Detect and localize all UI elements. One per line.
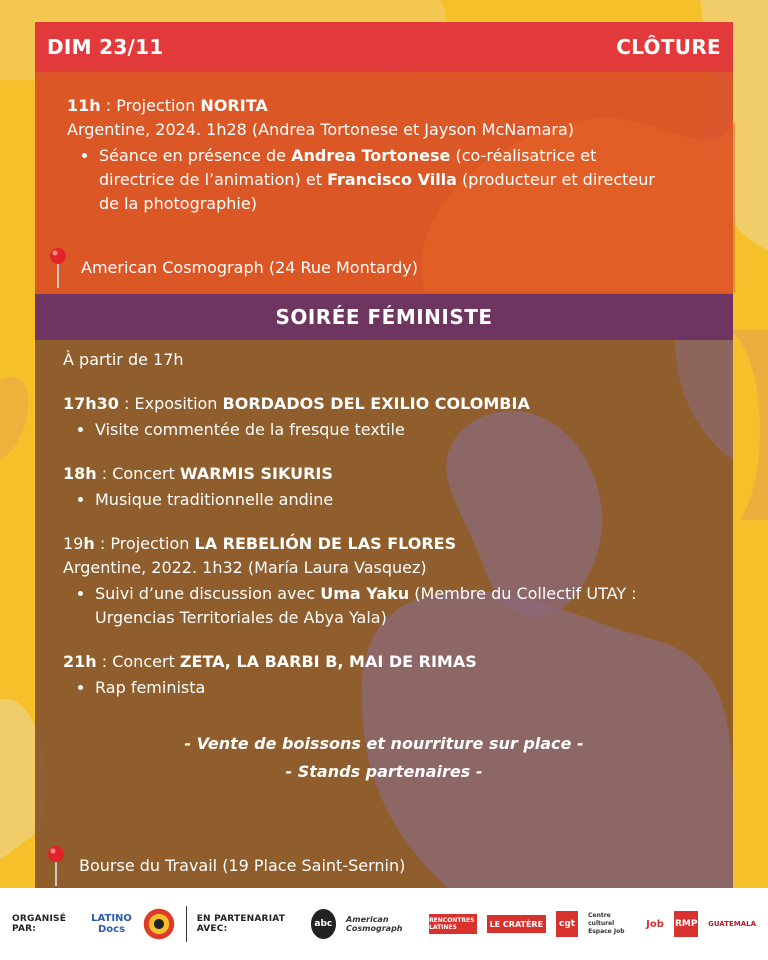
bullet-text: (producteur et directeur de la photographie) xyxy=(99,170,655,213)
closing-section xyxy=(35,72,733,294)
event-bullet: • Visite commentée de la fresque textile xyxy=(95,418,733,442)
event-bullet: • Musique traditionnelle andine xyxy=(95,488,733,512)
event-title: LA REBELIÓN DE LAS FLORES xyxy=(194,534,457,553)
bullet-text: (co-réalisatrice et directrice de l’animation) et xyxy=(99,146,597,189)
event-time-hour: 19 xyxy=(63,534,84,553)
partners-footer xyxy=(0,888,768,960)
bullet-text: Suivi d’une discussion avec xyxy=(95,584,321,603)
rmp-logo: RMP xyxy=(674,911,698,937)
location-row xyxy=(45,844,405,888)
event-bullet xyxy=(95,582,685,630)
org-seal-logo xyxy=(142,904,176,944)
bullet-text: (Membre du Collectif UTAY : Urgencias Territoriales de Abya Yala) xyxy=(95,584,637,627)
rencontres-latines-logo: RENCONTRES LATINES xyxy=(429,914,477,934)
location-text: American Cosmograph (24 Rue Montardy) xyxy=(81,258,418,277)
event-type: : Exposition xyxy=(118,394,223,413)
event-details: Argentine, 2024. 1h28 (Andrea Tortonese et Jayson McNamara) xyxy=(67,120,575,139)
event-card xyxy=(35,22,733,894)
event-time: 17h30 xyxy=(63,394,119,413)
section-title: SOIRÉE FÉMINISTE xyxy=(275,305,493,329)
bullet-text: Séance en présence de xyxy=(99,146,292,165)
guest-name: Andrea Tortonese xyxy=(291,146,451,165)
event-time: 21h xyxy=(63,652,97,671)
event-time: 11h xyxy=(67,96,101,115)
event-title: ZETA, LA BARBI B, MAI DE RIMAS xyxy=(179,652,477,671)
event-type: : Projection xyxy=(94,534,195,553)
event-type: : Concert xyxy=(96,652,180,671)
event-title: NORITA xyxy=(200,96,268,115)
guatemala-logo: GUATEMALA xyxy=(708,920,756,928)
espace-job-logo: Centre culturel Espace Job xyxy=(588,912,625,935)
american-cosmograph-logo: American Cosmograph xyxy=(346,915,403,933)
event-time: h xyxy=(83,534,95,553)
event-type: : Projection xyxy=(100,96,201,115)
latino-docs-logo: LATINO Docs xyxy=(91,913,132,935)
feminist-evening-section xyxy=(35,340,733,894)
intro-text: À partir de 17h xyxy=(63,350,184,369)
event-norita xyxy=(67,94,733,118)
date-label: DIM 23/11 xyxy=(47,35,164,59)
event-time: 18h xyxy=(63,464,97,483)
guest-name: Uma Yaku xyxy=(320,584,410,603)
event-bordados xyxy=(63,392,733,442)
map-pin-icon xyxy=(47,246,69,290)
event-details: Argentine, 2022. 1h32 (María Laura Vasquez) xyxy=(63,558,427,577)
job-logo: Job xyxy=(646,918,664,930)
cgt-logo: cgt xyxy=(556,911,578,937)
abc-logo: abc xyxy=(311,909,336,939)
note-stands: - Stands partenaires - xyxy=(285,762,483,781)
note-food: - Vente de boissons et nourriture sur place - xyxy=(184,734,584,753)
section-band xyxy=(35,294,733,340)
partnership-label: EN PARTENARIAT AVEC: xyxy=(196,914,286,934)
event-title: BORDADOS DEL EXILIO COLOMBIA xyxy=(222,394,530,413)
notes xyxy=(63,730,733,786)
guest-name: Francisco Villa xyxy=(327,170,457,189)
event-title: WARMIS SIKURIS xyxy=(179,464,333,483)
location-row xyxy=(47,246,418,290)
le-cratere-logo: LE CRATÈRE xyxy=(487,915,546,933)
closing-label: CLÔTURE xyxy=(616,35,721,59)
location-text: Bourse du Travail (19 Place Saint-Sernin) xyxy=(79,856,406,875)
organised-by-label: ORGANISÉ PAR: xyxy=(12,914,67,934)
event-bullet xyxy=(99,144,659,216)
event-rap xyxy=(63,650,733,700)
event-rebelion xyxy=(63,532,733,630)
event-bullet: • Rap feminista xyxy=(95,676,733,700)
event-warmis xyxy=(63,462,733,512)
divider xyxy=(186,906,187,942)
map-pin-icon xyxy=(45,844,67,888)
event-type: : Concert xyxy=(96,464,180,483)
